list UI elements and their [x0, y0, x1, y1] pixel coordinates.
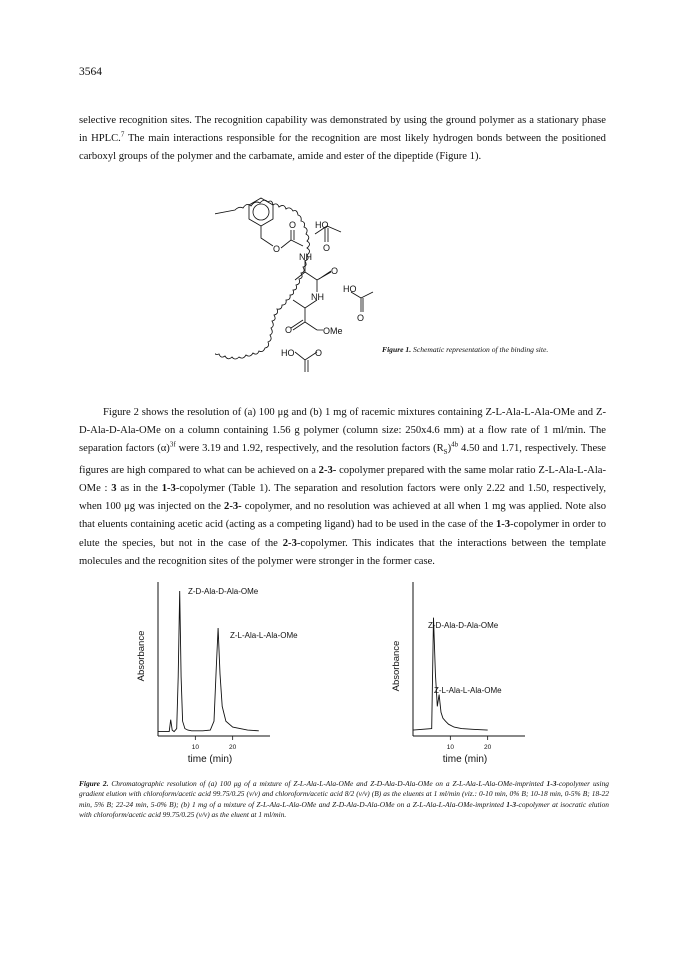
atom-o-amide: O — [331, 266, 339, 276]
chromatogram-panel-a — [136, 582, 298, 765]
results-text-3: ) — [447, 443, 452, 455]
compound-2-3-c: 2-3 — [282, 537, 297, 549]
x-tick-label: 20 — [229, 744, 237, 751]
chromatogram-panel-b — [391, 582, 525, 765]
paragraph-intro-rest: The main interactions responsible for the recognition are most likely hydrogen bonds between the positioned carboxyl groups of the polymer and the carbamate, amide and ester of the dipeptide (Figure 1). — [79, 133, 606, 163]
peak-annotation: Z-L-Ala-L-Ala-OMe — [434, 686, 502, 695]
peak-annotation: Z-D-Ala-D-Ala-OMe — [188, 587, 259, 596]
results-text-8: copolymer, and no resolution was achieved at all when 1 mg was applied. Note also that eluents containing acetic acid (acting as a competing ligand) had to be used in the case of the — [79, 501, 606, 531]
alanine-1-bonds — [295, 260, 331, 292]
figure-1-label: Figure 1. — [382, 345, 412, 354]
peak-annotation: Z-D-Ala-D-Ala-OMe — [428, 621, 499, 630]
figure-2-caption-text-3: -copolymer at isocratic elution with chloroform/acetic acid 99.75/0.25 (v/v) as the eluent at 1 ml/min. — [79, 799, 609, 819]
figure-2-label: Figure 2. — [79, 779, 109, 788]
x-axis-label: time (min) — [442, 754, 488, 765]
figure-2-caption-text-2: -copolymer using gradient elution with chloroform/acetic acid 99.75/0.25 (v/v) and chloroform/acetic acid 8/2 (v/v) (B) as the eluents at 1 ml/min (viz.: 0-10 min, 0% B; 10-18 min, 0-5% B; 18-22 min, 5% B; 22-24 min, 5-0% B); (b) 1 mg of a mixture of Z-L-Ala-L-Ala-OMe and Z-D-Ala-D-Ala-OMe on a Z-L-Ala-L-Ala-OMe-imprinted — [79, 779, 609, 809]
compound-1-3-b: 1-3 — [495, 519, 511, 531]
results-text-6: as in the — [116, 482, 162, 494]
results-text-5: copolymer prepared with the same molar ratio Z-L-Ala-L-Ala-OMe : — [79, 464, 606, 494]
figure-1-binding-site-diagram — [215, 188, 390, 388]
compound-1-3-a: 1-3 — [161, 482, 176, 494]
atom-nh-2: NH — [311, 292, 324, 302]
results-text-10: -copolymer. This indicates that the interactions between the template molecules and the recognition sites of the polymer were stronger in the former case. — [79, 537, 606, 567]
figure-2-caption-text-1: Chromatographic resolution of (a) 100 μg of a mixture of Z-L-Ala-L-Ala-OMe and Z-D-Ala-D-Ala-OMe on a Z-L-Ala-L-Ala-OMe-imprinted — [108, 779, 547, 788]
ester-bonds — [291, 320, 323, 330]
atom-ho-top: HO — [315, 220, 329, 230]
compound-2-3-b: 2-3- — [224, 501, 242, 513]
atom-ho-right: HO — [343, 284, 357, 294]
carbamate-bonds — [281, 230, 303, 248]
reference-3f: 3f — [169, 440, 176, 449]
figure-1-caption — [382, 345, 548, 354]
figure-2-caption — [79, 779, 609, 820]
y-axis-label: Absorbance — [391, 640, 402, 692]
figure-1-caption-text: Schematic representation of the binding site. — [411, 345, 549, 354]
atom-ome: OMe — [323, 326, 343, 336]
chromatogram-trace — [158, 591, 259, 732]
paragraph-results — [79, 404, 606, 571]
atom-o-carbamate: O — [289, 220, 297, 230]
subscript-s: S — [443, 448, 448, 457]
peak-annotation: Z-L-Ala-L-Ala-OMe — [230, 631, 298, 640]
results-text-4: 4.50 and 1.71, respectively. These figures are high compared to what can be achieved on a — [79, 443, 606, 476]
atom-o-ring: O — [273, 244, 281, 254]
chromatogram-trace — [413, 618, 488, 731]
bottom-acid-bonds — [295, 352, 317, 372]
benzyl-chain — [261, 226, 273, 246]
right-acid-bonds — [351, 292, 373, 312]
atom-o-acid-top: O — [323, 243, 331, 253]
y-axis-label: Absorbance — [136, 630, 147, 682]
atom-o-ester: O — [285, 325, 293, 335]
results-text-7: -copolymer (Table 1). The separation and resolution factors were only 2.22 and 1.50, respectively, when 100 μg was injected on the — [79, 482, 607, 513]
results-text-2: were 3.19 and 1.92, respectively, and the resolution factors (R — [175, 443, 444, 455]
figure-2-compound-1: 1-3 — [546, 779, 557, 788]
alanine-2-bonds — [293, 300, 317, 330]
paragraph-intro — [79, 112, 606, 167]
atom-ho-bottom: HO — [281, 348, 295, 358]
atom-o-bottom: O — [315, 348, 323, 358]
benzene-aromatic-circle — [253, 204, 269, 220]
paragraph-intro-text: selective recognition sites. The recognition capability was demonstrated by using the ground polymer as a stationary phase in HPLC. — [79, 115, 606, 145]
compound-3: 3 — [111, 482, 117, 494]
x-tick-label: 20 — [484, 744, 492, 751]
x-tick-label: 10 — [191, 744, 199, 751]
figure-2-compound-2: 1-3 — [506, 799, 517, 809]
results-text-9: -copolymer in order to elute the species, but not in the case of the — [79, 519, 606, 549]
compound-2-3-a: 2-3- — [318, 464, 337, 476]
page-number: 3564 — [79, 66, 102, 78]
atom-nh-1: NH — [299, 252, 312, 262]
figure-2-chromatograms — [130, 578, 550, 778]
x-tick-label: 10 — [446, 744, 454, 751]
reference-4b: 4b — [451, 440, 459, 449]
results-text-1: Figure 2 shows the resolution of (a) 100 μg and (b) 1 mg of racemic mixtures containing Z-L-Ala-L-Ala-OMe and Z-D-Ala-D-Ala-OMe on a column containing 1.56 g polymer (column size: 250x4.6 mm) at a flow rate of 1 ml/min. The separation factors (α) — [79, 407, 606, 455]
atom-o-acid-right: O — [357, 313, 365, 323]
x-axis-label: time (min) — [187, 754, 233, 765]
reference-7: 7 — [120, 130, 125, 139]
